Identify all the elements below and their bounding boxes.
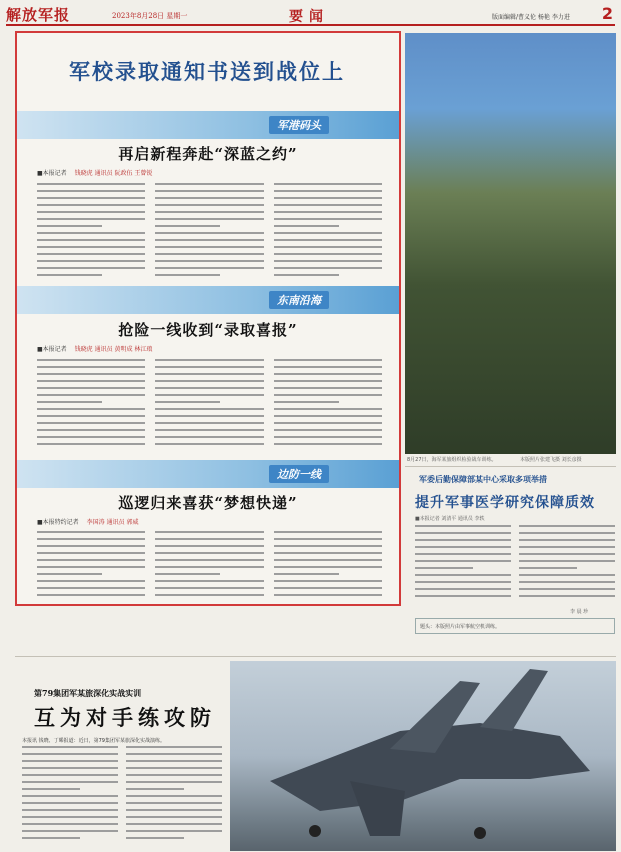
text-line [274, 387, 382, 389]
text-line [155, 545, 263, 547]
text-line [22, 795, 118, 797]
text-line [274, 260, 382, 262]
text-line [22, 767, 118, 769]
story-title-1: 再启新程奔赴“深蓝之约” [118, 145, 298, 163]
text-line [126, 760, 222, 762]
text-line [274, 232, 382, 234]
text-line [155, 232, 263, 234]
text-line [37, 204, 145, 206]
text-line [155, 197, 263, 199]
text-line [274, 545, 382, 547]
text-line [37, 183, 145, 185]
fighter-jet-photo [230, 661, 616, 851]
story-band-3 [17, 460, 399, 488]
text-line [155, 587, 263, 589]
text-line [274, 415, 382, 417]
text-line [126, 788, 184, 790]
text-line [22, 816, 118, 818]
tank-formation-photo [405, 33, 616, 454]
text-column [155, 183, 263, 281]
text-line [274, 380, 382, 382]
text-line [37, 552, 145, 554]
text-line [155, 274, 220, 276]
text-line [415, 553, 511, 555]
bottom-story-title: 互为对手练攻防 [34, 705, 216, 730]
text-line [37, 531, 145, 533]
text-line [155, 204, 263, 206]
text-line [274, 366, 382, 368]
text-line [519, 525, 615, 527]
text-line [126, 753, 222, 755]
text-line [274, 559, 382, 561]
text-line [155, 366, 263, 368]
right-box-note: 题头：本版照片由军事航空机训练。 [415, 618, 615, 634]
text-line [274, 239, 382, 241]
text-line [37, 538, 145, 540]
text-line [126, 802, 222, 804]
text-line [22, 753, 118, 755]
text-line [274, 253, 382, 255]
text-line [37, 225, 102, 227]
text-column [155, 531, 263, 601]
text-line [155, 436, 263, 438]
byline-names: 李国涛 通讯员 郭威 [86, 519, 139, 526]
text-line [519, 574, 615, 576]
text-line [155, 253, 263, 255]
text-line [126, 816, 222, 818]
text-line [415, 574, 511, 576]
text-line [274, 443, 382, 445]
text-line [37, 190, 145, 192]
text-line [155, 239, 263, 241]
text-line [274, 401, 339, 403]
text-line [37, 387, 145, 389]
text-line [415, 588, 511, 590]
text-line [37, 443, 145, 445]
byline-names: 钱晓虎 通讯员 阮政伍 王曾锐 [74, 170, 153, 177]
text-line [274, 552, 382, 554]
text-line [155, 260, 263, 262]
text-line [22, 788, 80, 790]
text-line [415, 581, 511, 583]
text-column [155, 359, 263, 450]
text-line [155, 580, 263, 582]
text-column [274, 183, 382, 281]
text-line [37, 587, 145, 589]
section-name: 要闻 [289, 9, 329, 25]
text-line [274, 422, 382, 424]
text-column [22, 746, 118, 844]
story-tag-3: 边防一线 [269, 465, 329, 483]
byline-label: ■本报特约记者 [37, 519, 79, 526]
text-line [22, 781, 118, 783]
text-line [274, 538, 382, 540]
text-column [274, 359, 382, 450]
text-line [155, 408, 263, 410]
story-band-1 [17, 111, 399, 139]
story-band-2 [17, 286, 399, 314]
bottom-story-byline: 本报讯 钱晓、丁晞报道：近日，第79集团军某旅深化实战演练。 [22, 738, 165, 744]
text-line [37, 197, 145, 199]
text-line [155, 594, 263, 596]
story-byline-2 [37, 344, 152, 353]
text-line [274, 246, 382, 248]
text-line [274, 373, 382, 375]
text-line [415, 546, 511, 548]
text-line [155, 190, 263, 192]
text-line [415, 532, 511, 534]
text-line [126, 774, 222, 776]
text-line [155, 443, 263, 445]
text-line [155, 559, 263, 561]
text-line [37, 218, 145, 220]
text-line [274, 573, 339, 575]
text-line [22, 760, 118, 762]
photo-caption-right: 本版照片张建飞摄 刘长彦摄 [520, 457, 582, 463]
text-line [22, 802, 118, 804]
text-line [126, 746, 222, 748]
bottom-story-kicker: 第79集团军某旅深化实战实训 [34, 688, 142, 698]
text-column [274, 531, 382, 601]
text-line [126, 795, 222, 797]
text-line [22, 837, 80, 839]
text-line [155, 225, 220, 227]
text-line [22, 823, 118, 825]
text-line [37, 429, 145, 431]
text-line [22, 746, 118, 748]
byline-names: 钱晓虎 通讯员 黄明成 林江琅 [74, 346, 153, 353]
text-line [274, 204, 382, 206]
text-line [126, 837, 184, 839]
text-column [415, 525, 511, 602]
fighter-jet-silhouette [230, 661, 616, 851]
text-column [37, 531, 145, 601]
feature-headline: 军校录取通知书送到战位上 [69, 59, 345, 84]
text-line [519, 567, 577, 569]
right-story-kicker: 军委后勤保障部某中心采取多项举措 [419, 474, 547, 484]
text-line [274, 359, 382, 361]
text-line [415, 539, 511, 541]
issue-date: 2023年8月28日 星期一 [112, 12, 188, 20]
text-line [155, 380, 263, 382]
text-line [126, 767, 222, 769]
text-line [155, 552, 263, 554]
story-tag-2: 东南沿海 [269, 291, 329, 309]
text-line [37, 436, 145, 438]
text-line [519, 539, 615, 541]
text-line [274, 436, 382, 438]
page-editors: 版面编辑/曹义伦 杨艳 李力进 [492, 14, 570, 21]
text-line [37, 373, 145, 375]
text-line [37, 232, 145, 234]
text-line [155, 373, 263, 375]
photo-caption-left: 8月27日，海军某旅组织检验战车训练。 [407, 457, 497, 463]
right-story-byline: ■本报记者 刘清平 通讯员 李轶 [415, 516, 485, 522]
text-line [155, 573, 220, 575]
right-story-title: 提升军事医学研究保障质效 [415, 495, 595, 511]
text-line [274, 566, 382, 568]
text-line [274, 267, 382, 269]
text-line [22, 809, 118, 811]
text-line [37, 246, 145, 248]
text-line [37, 380, 145, 382]
text-column [519, 525, 615, 602]
byline-label: ■本报记者 [37, 346, 67, 353]
text-line [274, 580, 382, 582]
text-line [126, 823, 222, 825]
text-line [274, 274, 339, 276]
text-line [519, 553, 615, 555]
text-line [274, 531, 382, 533]
text-line [415, 525, 511, 527]
text-line [274, 190, 382, 192]
text-line [37, 545, 145, 547]
text-line [415, 560, 511, 562]
text-line [37, 239, 145, 241]
text-line [37, 566, 145, 568]
text-line [155, 246, 263, 248]
text-line [37, 559, 145, 561]
feature-box [15, 31, 401, 606]
text-line [155, 415, 263, 417]
page-number: 2 [601, 4, 613, 23]
text-line [37, 594, 145, 596]
story-title-3: 巡逻归来喜获“梦想快递” [118, 494, 298, 512]
text-line [37, 422, 145, 424]
text-line [274, 225, 339, 227]
text-line [155, 267, 263, 269]
text-line [155, 387, 263, 389]
text-line [37, 260, 145, 262]
text-line [37, 573, 102, 575]
text-line [155, 183, 263, 185]
text-line [155, 401, 220, 403]
text-line [37, 253, 145, 255]
text-line [274, 408, 382, 410]
text-line [126, 830, 222, 832]
text-line [155, 394, 263, 396]
text-line [415, 595, 511, 597]
text-line [155, 359, 263, 361]
text-line [22, 830, 118, 832]
text-line [274, 218, 382, 220]
text-line [126, 781, 222, 783]
text-line [274, 394, 382, 396]
text-line [37, 359, 145, 361]
text-line [519, 581, 615, 583]
text-line [519, 532, 615, 534]
text-line [519, 560, 615, 562]
text-line [37, 415, 145, 417]
byline-label: ■本报记者 [37, 170, 67, 177]
divider [405, 466, 616, 467]
text-line [519, 595, 615, 597]
story-title-2: 抢险一线收到“录取喜报” [118, 321, 298, 339]
newspaper-logo: 解放军报 [6, 6, 71, 24]
text-line [274, 197, 382, 199]
text-column [37, 359, 145, 450]
text-line [37, 401, 102, 403]
text-line [274, 594, 382, 596]
text-line [155, 211, 263, 213]
text-column [126, 746, 222, 844]
text-line [274, 429, 382, 431]
text-line [37, 211, 145, 213]
text-line [155, 429, 263, 431]
story-tag-1: 军港码头 [269, 116, 329, 134]
story-byline-3 [37, 517, 139, 526]
text-line [37, 366, 145, 368]
text-line [126, 809, 222, 811]
text-line [37, 267, 145, 269]
text-line [274, 183, 382, 185]
text-line [274, 211, 382, 213]
text-line [22, 774, 118, 776]
text-line [519, 588, 615, 590]
text-line [415, 567, 473, 569]
masthead [6, 4, 615, 26]
text-line [37, 580, 145, 582]
text-line [155, 566, 263, 568]
text-line [155, 422, 263, 424]
text-line [37, 408, 145, 410]
text-line [155, 218, 263, 220]
right-story-signoff: 李 晨 珍 [570, 609, 589, 615]
text-column [37, 183, 145, 281]
divider [15, 656, 616, 657]
text-line [37, 274, 102, 276]
text-line [155, 531, 263, 533]
text-line [274, 587, 382, 589]
text-line [37, 394, 145, 396]
story-byline-1 [37, 168, 152, 177]
text-line [519, 546, 615, 548]
text-line [155, 538, 263, 540]
